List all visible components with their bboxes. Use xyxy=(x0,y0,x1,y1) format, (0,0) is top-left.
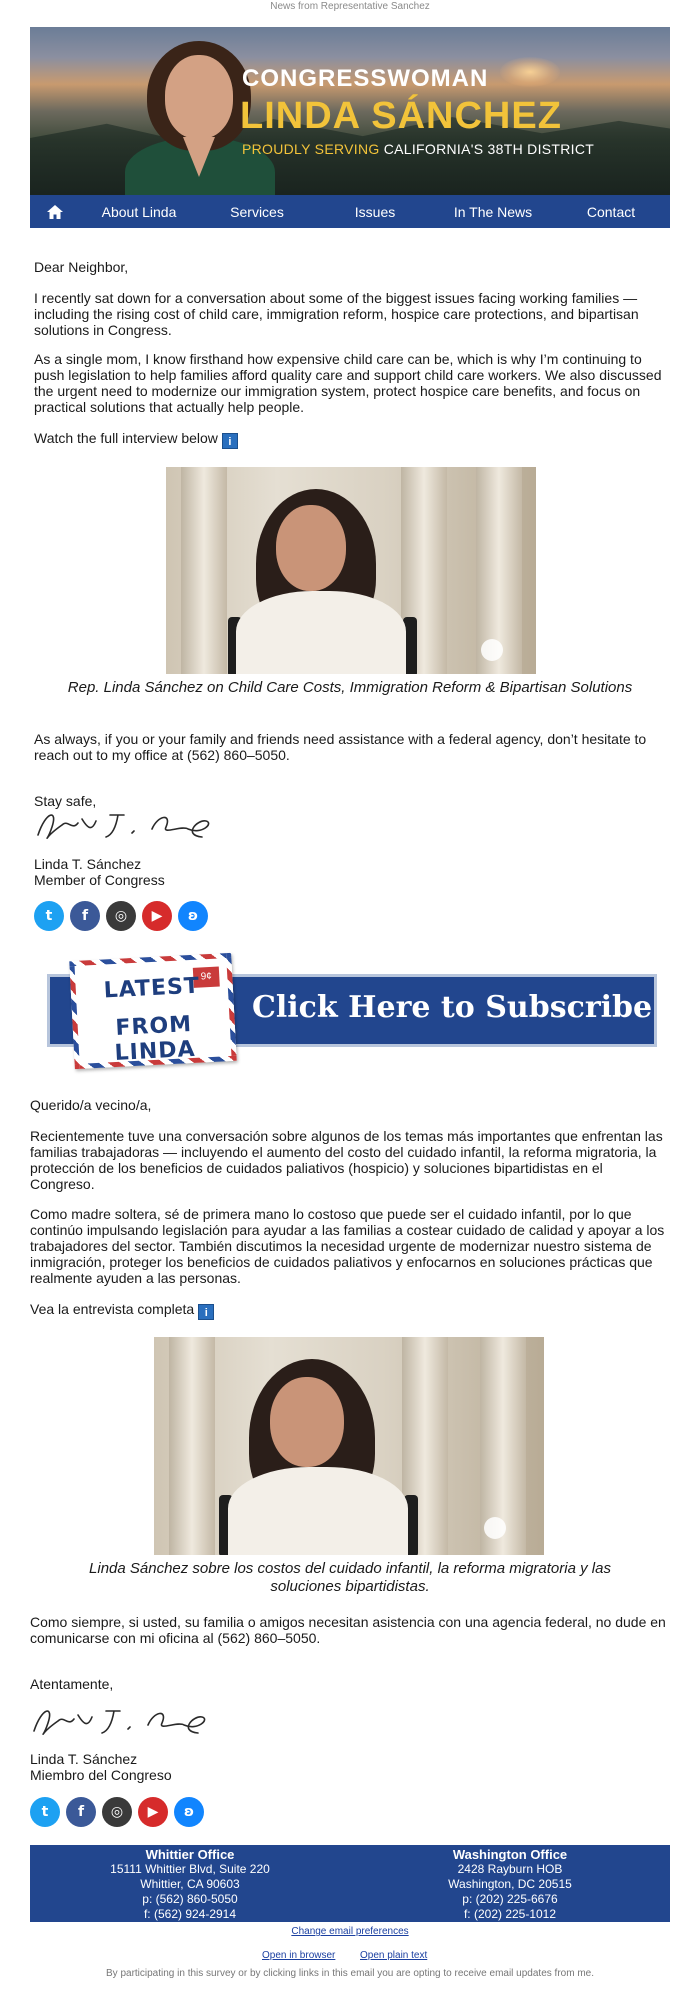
english-signoff-name: Linda T. Sánchez xyxy=(34,856,142,872)
whittier-office-heading: Whittier Office xyxy=(145,1847,235,1862)
signature-image xyxy=(32,805,232,845)
spanish-signoff-name: Linda T. Sánchez xyxy=(30,1751,138,1767)
main-nav xyxy=(30,195,670,228)
footer-offices xyxy=(30,1845,670,1922)
subscribe-button[interactable]: Click Here to Subscribe xyxy=(252,990,653,1025)
banner-title-congresswoman: CONGRESSWOMAN xyxy=(242,65,489,92)
english-watch-text: Watch the full interview below xyxy=(34,430,218,446)
whittier-address-line-2: Whittier, CA 90603 xyxy=(140,1877,240,1891)
nav-services[interactable]: Services xyxy=(230,203,284,220)
twitter-icon[interactable]: t xyxy=(30,1797,60,1827)
english-video-thumbnail[interactable] xyxy=(166,467,536,674)
english-paragraph-1: I recently sat down for a conversation about some of the biggest issues facing working families — including the rising cost of child care, immigration reform, hospice care protections, and bipartisan solutions in Congress. xyxy=(34,290,639,338)
youtube-icon[interactable]: ▶ xyxy=(138,1797,168,1827)
nav-about-linda[interactable]: About Linda xyxy=(101,203,177,220)
english-video-caption[interactable]: Rep. Linda Sánchez on Child Care Costs, Immigration Reform & Bipartisan Solutions xyxy=(67,679,633,696)
play-icon xyxy=(481,639,503,661)
english-social-links xyxy=(34,901,208,931)
sunset-glow xyxy=(500,57,560,87)
facebook-icon[interactable]: f xyxy=(70,901,100,931)
spanish-closing: Atentamente, xyxy=(30,1676,114,1692)
spanish-social-links xyxy=(30,1797,204,1827)
latest-from-linda-stamp xyxy=(69,953,236,1069)
instagram-icon[interactable]: ◎ xyxy=(102,1797,132,1827)
washington-address-line-1: 2428 Rayburn HOB xyxy=(457,1862,563,1876)
home-icon[interactable] xyxy=(30,195,80,228)
spanish-paragraph-3: Como siempre, si usted, su familia o amigos necesitan asistencia con una agencia federal, no dude en comunicarse con mi oficina al (562) 860–5050. xyxy=(30,1614,666,1646)
banner-subtitle-highlight: PROUDLY SERVING xyxy=(242,141,380,157)
open-plain-text-link[interactable]: Open plain text xyxy=(360,1950,428,1961)
nav-issues[interactable]: Issues xyxy=(354,203,396,220)
english-signoff-title: Member of Congress xyxy=(34,872,165,888)
play-icon xyxy=(484,1517,506,1539)
preheader-text: News from Representative Sanchez xyxy=(270,1,430,12)
nav-contact[interactable]: Contact xyxy=(586,203,636,220)
spanish-paragraph-1: Recientemente tuve una conversación sobre algunos de los temas más importantes que enfrentan las familias trabajadoras — incluyendo el aumento del costo del cuidado infantil, la reforma migratoria, la protección de los beneficios de cuidados paliativos (hospicio) y soluciones bipartidistas en el Congreso. xyxy=(30,1128,663,1192)
spanish-video-thumbnail[interactable] xyxy=(154,1337,544,1555)
nav-in-the-news[interactable]: In The News xyxy=(453,203,533,220)
spanish-signoff-title: Miembro del Congreso xyxy=(30,1767,172,1783)
facebook-icon[interactable]: f xyxy=(66,1797,96,1827)
stamp-line-1: LATEST xyxy=(103,973,201,1004)
bluesky-icon[interactable]: ʚ xyxy=(174,1797,204,1827)
twitter-icon[interactable]: t xyxy=(34,901,64,931)
english-paragraph-2: As a single mom, I know firsthand how expensive child care can be, which is why I’m continuing to push legislation to help families afford quality care and support child care workers. We also discussed the urgent need to modernize our immigration system, protect hospice care benefits, and focus on practical solutions that actually help people. xyxy=(34,351,662,415)
washington-address-line-2: Washington, DC 20515 xyxy=(448,1877,572,1891)
subscribe-banner[interactable] xyxy=(47,957,657,1065)
instagram-icon[interactable]: ◎ xyxy=(106,901,136,931)
disclaimer-text: By participating in this survey or by clicking links in this email you are opting to receive email updates from me. xyxy=(106,1968,594,1979)
english-watch-line xyxy=(34,430,666,449)
header-banner xyxy=(30,27,670,195)
whittier-address-line-1: 15111 Whittier Blvd, Suite 220 xyxy=(110,1862,270,1876)
open-in-browser-link[interactable]: Open in browser xyxy=(262,1950,336,1961)
info-icon: i xyxy=(198,1304,214,1320)
spanish-watch-text: Vea la entrevista completa xyxy=(30,1301,195,1317)
washington-office-heading: Washington Office xyxy=(452,1847,568,1862)
bluesky-icon[interactable]: ʚ xyxy=(178,901,208,931)
signature-image xyxy=(28,1701,228,1741)
english-closing: Stay safe, xyxy=(34,793,97,809)
whittier-office xyxy=(30,1845,350,1922)
stamp-line-2: FROM LINDA xyxy=(114,1011,197,1067)
spanish-paragraph-2: Como madre soltera, sé de primera mano lo costoso que puede ser el cuidado infantil, por lo que continúo impulsando legislación para ayudar a las familias a costear cuidado de calidad y apoyar a los trabajadores del sector. También discutimos la necesidad urgente de modernizar nuestro sistema de inmigración, proteger los beneficios de cuidados paliativos y enfocarnos en soluciones prácticas que realmente ayuden a las personas. xyxy=(30,1206,665,1286)
change-email-preferences-link[interactable]: Change email preferences xyxy=(291,1926,409,1937)
youtube-icon[interactable]: ▶ xyxy=(142,901,172,931)
washington-office xyxy=(350,1845,670,1922)
info-icon: i xyxy=(222,433,238,449)
washington-phone: p: (202) 225-6676 xyxy=(462,1892,558,1906)
english-paragraph-3: As always, if you or your family and friends need assistance with a federal agency, don’t hesitate to reach out to my office at (562) 860–5050. xyxy=(34,731,647,763)
stamp-icon: 9¢ xyxy=(193,966,220,987)
banner-subtitle xyxy=(242,141,594,157)
whittier-phone: p: (562) 860-5050 xyxy=(142,1892,238,1906)
spanish-video-caption[interactable]: Linda Sánchez sobre los costos del cuidado infantil, la reforma migratoria y las soluciones bipartidistas. xyxy=(89,1560,611,1595)
spanish-greeting: Querido/a vecino/a, xyxy=(30,1097,152,1113)
washington-fax: f: (202) 225-1012 xyxy=(463,1907,557,1921)
spanish-watch-line xyxy=(30,1301,660,1320)
banner-subtitle-rest: CALIFORNIA'S 38TH DISTRICT xyxy=(379,141,595,157)
whittier-fax: f: (562) 924-2914 xyxy=(143,1907,237,1921)
banner-title-name: LINDA SÁNCHEZ xyxy=(240,95,562,137)
english-greeting: Dear Neighbor, xyxy=(34,259,129,275)
